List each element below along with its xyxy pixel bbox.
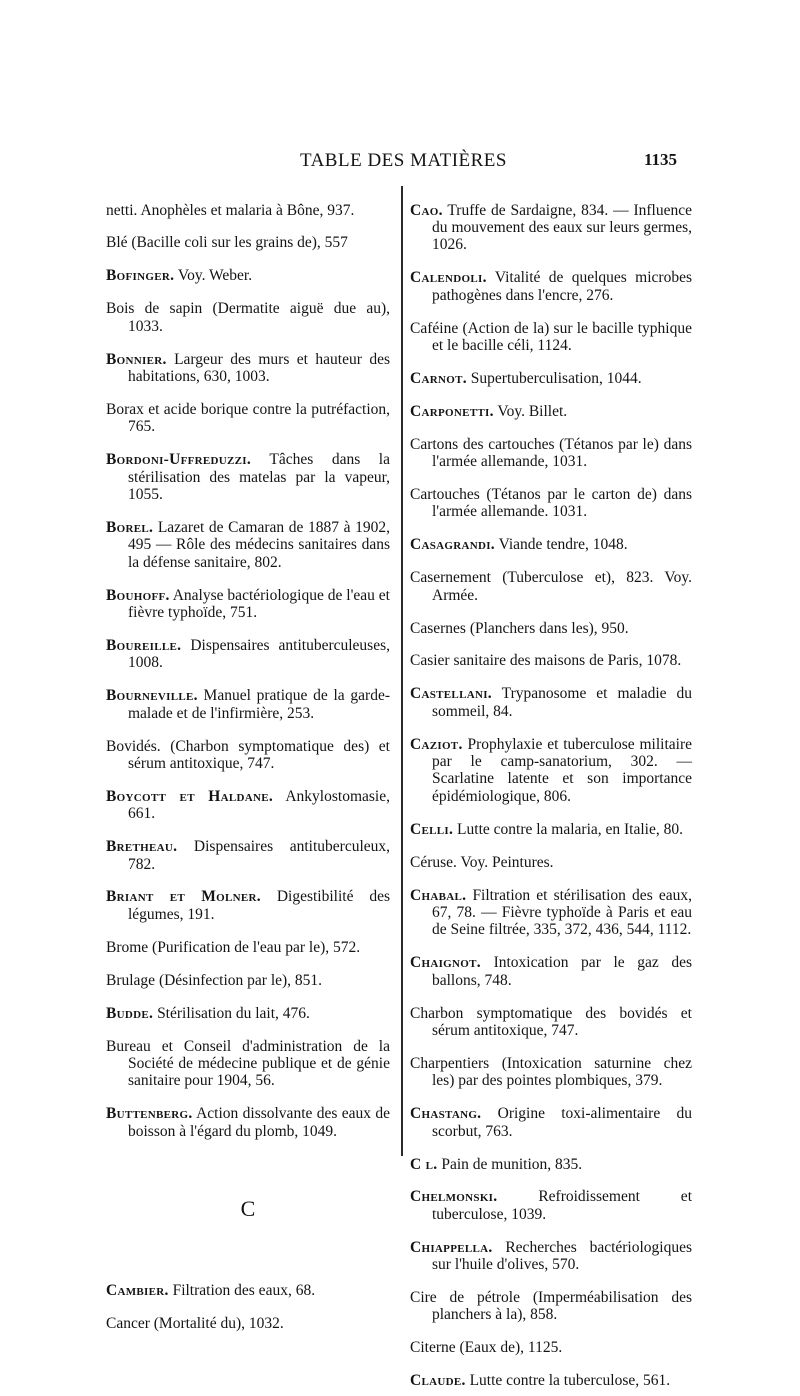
- entry-name: Claude.: [410, 1372, 466, 1390]
- index-entry: [106, 351, 390, 386]
- entry-text: Casier sanitaire des maisons de Paris, 1078.: [410, 652, 682, 670]
- index-entry: [410, 1339, 692, 1356]
- entry-text: Pain de munition, 835.: [441, 1155, 583, 1173]
- index-entry: [410, 320, 692, 355]
- entry-text: Origine toxi-alimentaire du scorbut, 763.: [432, 1105, 692, 1140]
- page-title: TABLE DES MATIÈRES: [300, 150, 507, 171]
- page-number: 1135: [644, 150, 678, 169]
- index-entry: [410, 1289, 692, 1324]
- entry-text: Dispensaires antituberculeux, 782.: [128, 838, 391, 873]
- entry-text: Trypanosome et maladie du sommeil, 84.: [432, 685, 692, 720]
- entry-text: Céruse. Voy. Peintures.: [410, 853, 554, 871]
- entry-text: Blé (Bacille coli sur les grains de), 557: [106, 234, 348, 252]
- index-entry: [410, 1239, 692, 1274]
- index-entry: [106, 587, 390, 622]
- index-entry: [106, 1105, 390, 1140]
- entry-name: Chiappella.: [410, 1238, 493, 1256]
- entry-text: Bovidés. (Charbon symptomatique des) et sérum antitoxique, 747.: [106, 737, 390, 772]
- index-entry: [410, 569, 692, 604]
- entry-text: Action dissolvante des eaux de boisson à l'égard du plomb, 1049.: [128, 1105, 390, 1140]
- entry-text: Borax et acide borique contre la putréfaction, 765.: [106, 400, 390, 436]
- entry-name: Bonnier.: [106, 350, 167, 368]
- entry-text: Casernes (Planchers dans les), 950.: [410, 619, 629, 637]
- entry-text: Filtration et stérilisation des eaux, 67, 78. — Fièvre typhoïde à Paris et eau de Seine filtrée, 335, 372, 436, 544, 1112.: [432, 886, 692, 939]
- column-divider: [401, 186, 403, 1156]
- entry-text: Voy. Billet.: [497, 402, 568, 420]
- entry-text: Digestibilité des légumes, 191.: [128, 888, 391, 923]
- index-entry: [106, 202, 390, 219]
- entry-text: Prophylaxie et tuberculose militaire par le camp-sanatorium, 302. — Scarlatine latente et son importance épidémiologique, 806.: [432, 735, 693, 805]
- entry-name: Bretheau.: [106, 838, 178, 856]
- index-entry: [106, 401, 390, 436]
- entry-text: Intoxication par le gaz des ballons, 748.: [432, 954, 693, 989]
- entry-text: netti. Anophèles et malaria à Bône, 937.: [106, 201, 355, 219]
- index-entry: [106, 738, 390, 773]
- entry-text: Recherches bactériologiques sur l'huile d'olives, 570.: [432, 1238, 693, 1274]
- entry-name: Cambier.: [106, 1282, 169, 1300]
- index-entry: [410, 269, 692, 304]
- index-entry: [410, 536, 692, 553]
- index-entry: [410, 1156, 692, 1173]
- entry-name: Caziot.: [410, 735, 463, 753]
- index-entry: [410, 821, 692, 838]
- index-entry: [410, 954, 692, 989]
- entry-text: Filtration des eaux, 68.: [172, 1282, 316, 1300]
- index-entry: [106, 1005, 390, 1022]
- entry-name: Bourneville.: [106, 687, 198, 705]
- index-entry: [106, 888, 390, 923]
- entry-text: Stérilisation du lait, 476.: [157, 1004, 310, 1022]
- entry-text: Lutte contre la tuberculose, 561.: [469, 1372, 671, 1390]
- entry-name: Boycott et Haldane.: [106, 787, 274, 805]
- entry-text: Truffe de Sardaigne, 834. — Influence du mouvement des eaux sur leurs germes, 1026.: [432, 201, 692, 254]
- index-entry: [106, 1038, 390, 1090]
- entry-name: Carnot.: [410, 369, 467, 387]
- index-entry: [106, 939, 390, 956]
- page-header: [0, 150, 800, 178]
- index-entry: [410, 403, 692, 420]
- entry-name: Chelmonski.: [410, 1188, 498, 1206]
- index-entry: [106, 687, 390, 722]
- entry-text: Largeur des murs et hauteur des habitations, 630, 1003.: [128, 350, 390, 385]
- index-entry: [106, 788, 390, 823]
- index-entry: [410, 202, 692, 254]
- entry-text: Ankylostomasie, 661.: [128, 787, 390, 823]
- index-entry: [106, 838, 390, 873]
- entry-text: Cancer (Mortalité du), 1032.: [106, 1314, 284, 1332]
- entry-text: Refroidissement et tuberculose, 1039.: [432, 1188, 692, 1223]
- entry-name: Cao.: [410, 201, 443, 219]
- index-entry: [410, 1105, 692, 1140]
- entry-text: Dispensaires antituberculeuses, 1008.: [128, 636, 390, 672]
- index-entry: [106, 451, 390, 503]
- entry-text: Bois de sapin (Dermatite aiguë due au), 1033.: [106, 300, 390, 335]
- entry-text: Supertuberculisation, 1044.: [470, 369, 642, 387]
- entry-name: Castellani.: [410, 685, 492, 703]
- entry-text: Cartons des cartouches (Tétanos par le) dans l'armée allemande, 1031.: [410, 435, 692, 471]
- entry-text: Charbon symptomatique des bovidés et sérum antitoxique, 747.: [410, 1004, 692, 1039]
- index-entry: [410, 887, 692, 939]
- entry-name: Budde.: [106, 1004, 154, 1022]
- entry-name: Bofinger.: [106, 267, 175, 285]
- entry-text: Cire de pétrole (Imperméabilisation des planchers à la), 858.: [410, 1289, 692, 1324]
- index-entry: [106, 1282, 390, 1299]
- index-entry: [106, 972, 390, 989]
- left-column: [106, 186, 390, 1338]
- entry-text: Brulage (Désinfection par le), 851.: [106, 971, 323, 989]
- entry-name: Calendoli.: [410, 269, 487, 287]
- entry-name: Buttenberg.: [106, 1105, 193, 1123]
- entry-text: Viande tendre, 1048.: [498, 536, 628, 554]
- index-entry: [106, 1315, 390, 1332]
- index-entry: [410, 1188, 692, 1223]
- entry-name: Borel.: [106, 518, 154, 536]
- index-entry: [410, 1372, 692, 1389]
- entry-text: Lazaret de Camaran de 1887 à 1902, 495 — Rôle des médecins sanitaires dans la défense sanitaire, 802.: [128, 518, 391, 571]
- entry-text: Casernement (Tuberculose et), 823. Voy. Armée.: [410, 569, 692, 604]
- index-entry: [410, 620, 692, 637]
- index-entry: [106, 267, 390, 284]
- entry-text: Manuel pratique de la garde-malade et de l'infirmière, 253.: [128, 687, 391, 722]
- entry-text: Charpentiers (Intoxication saturnine chez les) par des pointes plombiques, 379.: [410, 1054, 692, 1090]
- entry-name: Carponetti.: [410, 402, 494, 420]
- entry-name: Briant et Molner.: [106, 888, 261, 906]
- entry-text: Cartouches (Tétanos par le carton de) dans l'armée allemande. 1031.: [410, 485, 692, 521]
- entry-text: Brome (Purification de l'eau par le), 572.: [106, 938, 361, 956]
- index-entry: [410, 486, 692, 521]
- entry-name: Chaignot.: [410, 954, 481, 972]
- index-entry: [410, 736, 692, 806]
- entry-name: Casagrandi.: [410, 536, 495, 554]
- entry-name: Chabal.: [410, 886, 467, 904]
- index-entry: [410, 436, 692, 471]
- entry-text: Tâches dans la stérilisation des matelas par la vapeur, 1055.: [128, 451, 390, 503]
- entry-text: Vitalité de quelques microbes pathogènes dans l'encre, 276.: [432, 269, 692, 304]
- section-letter: C: [240, 1196, 256, 1222]
- index-entry: [106, 637, 390, 672]
- entry-text: Citerne (Eaux de), 1125.: [410, 1339, 563, 1357]
- entry-name: Bouhoff.: [106, 586, 170, 604]
- entry-name: Boureille.: [106, 636, 182, 654]
- index-entry: [106, 300, 390, 335]
- index-entry: [106, 234, 390, 251]
- entry-text: Caféine (Action de la) sur le bacille typhique et le bacille céli, 1124.: [410, 319, 692, 354]
- index-entry: [410, 854, 692, 871]
- right-column: [410, 186, 692, 1396]
- index-entry: [410, 1055, 692, 1090]
- entry-name: C l.: [410, 1155, 438, 1173]
- index-entry: [410, 652, 692, 669]
- entry-name: Celli.: [410, 820, 454, 838]
- entry-name: Chastang.: [410, 1105, 482, 1123]
- index-entry: [410, 1005, 692, 1040]
- index-entry: [410, 685, 692, 720]
- entry-text: Analyse bactériologique de l'eau et fièvre typhoïde, 751.: [128, 586, 390, 621]
- entry-name: Bordoni-Uffreduzzi.: [106, 451, 252, 469]
- entry-text: Bureau et Conseil d'administration de la Société de médecine publique et de génie sanitaire pour 1904, 56.: [106, 1037, 390, 1090]
- index-entry: [106, 519, 390, 571]
- entry-text: Voy. Weber.: [177, 267, 253, 285]
- entry-text: Lutte contre la malaria, en Italie, 80.: [457, 820, 683, 838]
- index-entry: [410, 370, 692, 387]
